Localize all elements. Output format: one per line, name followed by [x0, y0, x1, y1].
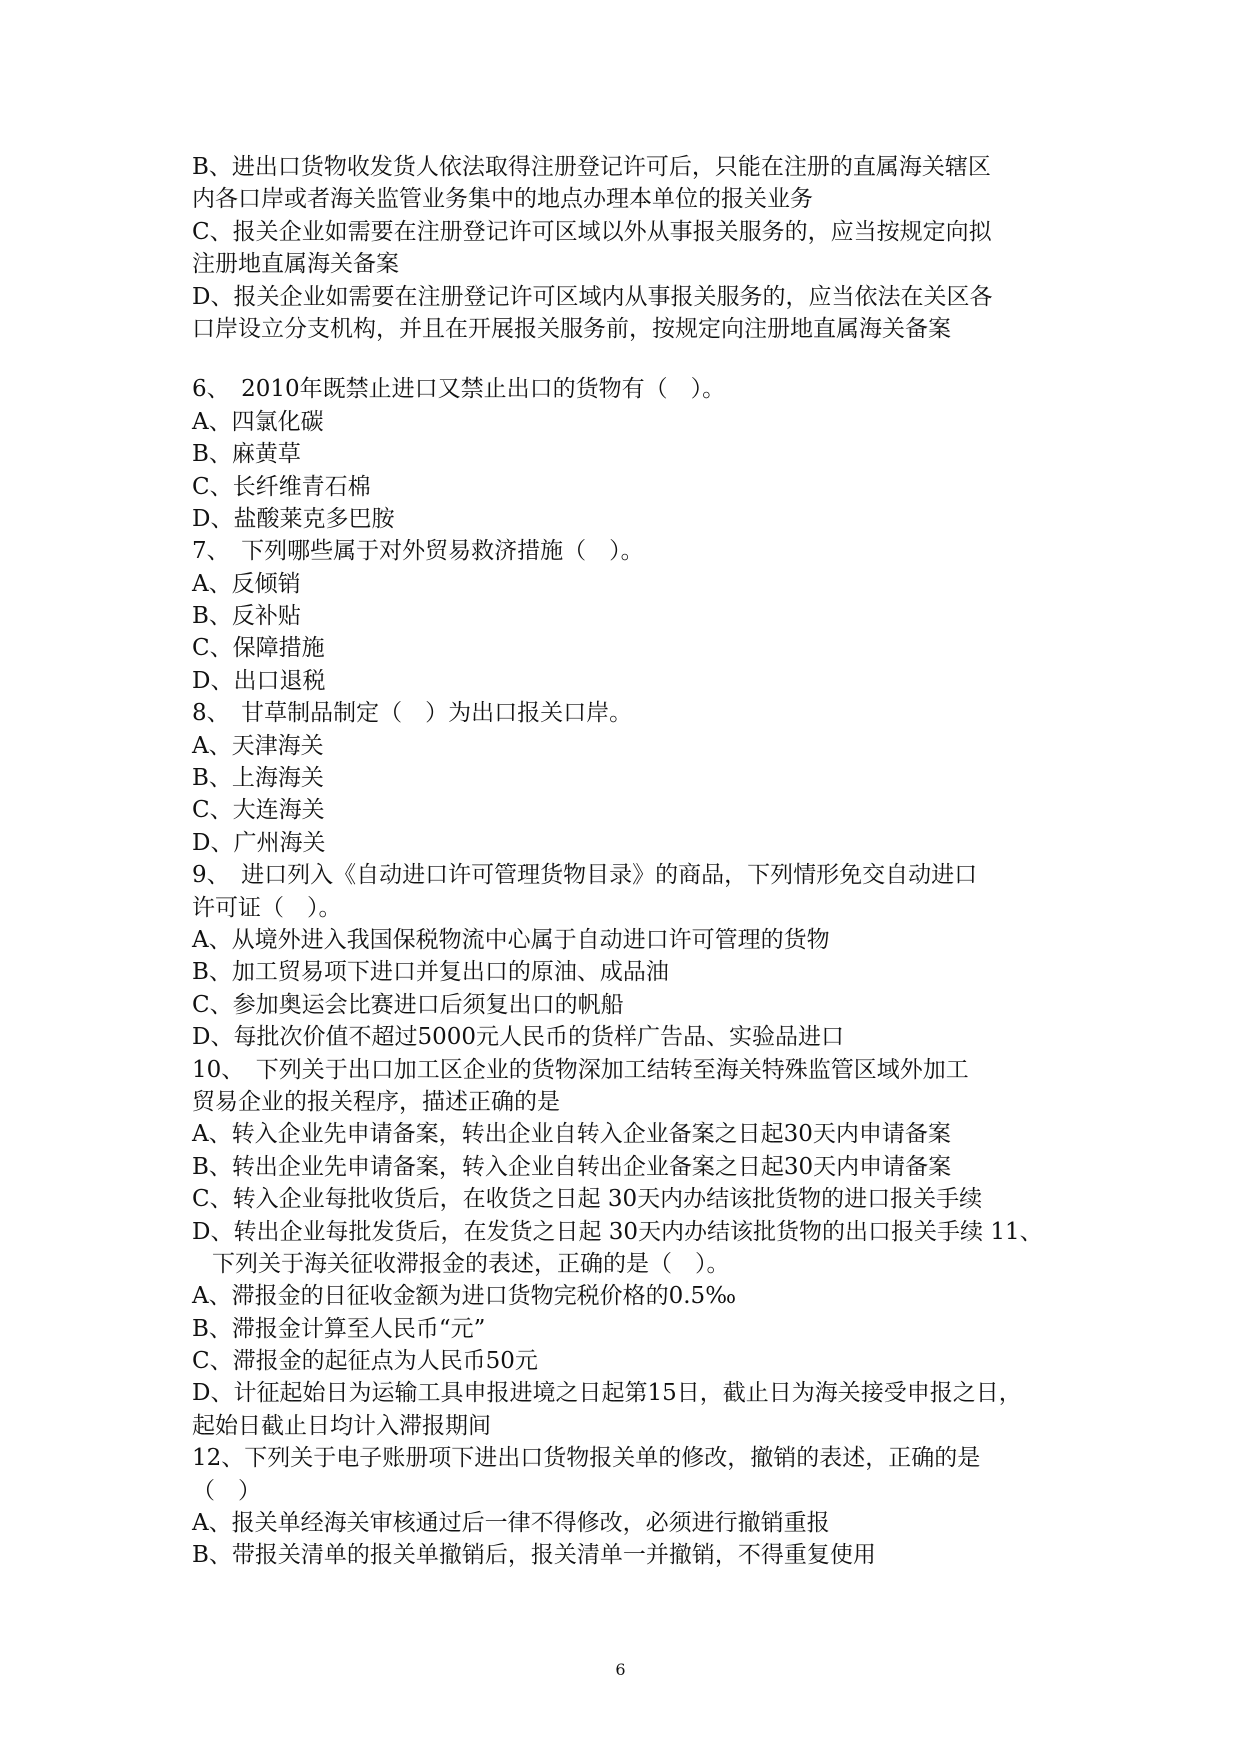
- block-questions: [192, 373, 1072, 1571]
- option-text: D、计征起始日为运输工具申报进境之日起第15日，截止日为海关接受申报之日，: [192, 1380, 1022, 1407]
- option-text: B、加工贸易项下进口并复出口的原油、成品油: [192, 959, 669, 986]
- option-text: C、报关企业如需要在注册登记许可区域以外从事报关服务的，应当按规定向拟: [192, 218, 992, 245]
- option-text: A、反倾销: [192, 570, 301, 597]
- option-text: D、出口退税: [192, 667, 326, 694]
- option-text: A、转入企业先申请备案，转出企业自转入企业备案之日起30天内申请备案: [192, 1121, 951, 1148]
- option-text: D、广州海关: [192, 829, 326, 856]
- option-text: C、转入企业每批收货后，在收货之日起 30天内办结该批货物的进口报关手续: [192, 1186, 983, 1213]
- option-text: B、上海海关: [192, 765, 324, 792]
- question-9: 9、 进口列入《自动进口许可管理货物目录》的商品，下列情形免交自动进口: [192, 862, 978, 889]
- question-11: 下列关于海关征收滞报金的表述，正确的是（ ）。: [212, 1250, 730, 1277]
- option-text: C、参加奥运会比赛进口后须复出口的帆船: [192, 991, 624, 1018]
- option-text: A、滞报金的日征收金额为进口货物完税价格的0.5‰: [192, 1283, 737, 1310]
- option-text: D、每批次价值不超过5000元人民币的货样广告品、实验品进口: [192, 1024, 844, 1051]
- option-text: A、天津海关: [192, 732, 324, 759]
- question-6: 6、 2010年既禁止进口又禁止出口的货物有（ ）。: [192, 376, 726, 403]
- option-text: D、盐酸莱克多巴胺: [192, 505, 395, 532]
- option-text: B、进出口货物收发货人依法取得注册登记许可后，只能在注册的直属海关辖区: [192, 154, 991, 180]
- question-12: 12、下列关于电子账册项下进出口货物报关单的修改，撤销的表述，正确的是: [192, 1445, 981, 1472]
- page-number: 6: [615, 1660, 626, 1679]
- question-8: 8、 甘草制品制定（ ）为出口报关口岸。: [192, 700, 633, 727]
- option-text: 口岸设立分支机构，并且在开展报关服务前，按规定向注册地直属海关备案: [192, 315, 951, 342]
- option-text: 注册地直属海关备案: [192, 251, 399, 278]
- option-text: C、大连海关: [192, 797, 325, 824]
- option-text: B、转出企业先申请备案，转入企业自转出企业备案之日起30天内申请备案: [192, 1153, 952, 1180]
- option-text: 起始日截止日均计入滞报期间: [192, 1412, 491, 1439]
- option-text: D、报关企业如需要在注册登记许可区域内从事报关服务的，应当依法在关区各: [192, 283, 993, 310]
- option-text: C、长纤维青石棉: [192, 473, 371, 500]
- block-previous-question-options: [192, 151, 1072, 345]
- option-text: B、麻黄草: [192, 441, 301, 468]
- question-10-cont: 贸易企业的报关程序，描述正确的是: [192, 1088, 560, 1115]
- option-text: B、滞报金计算至人民币“元”: [192, 1315, 486, 1342]
- option-text: B、反补贴: [192, 603, 301, 630]
- option-text: C、滞报金的起征点为人民币50元: [192, 1348, 538, 1375]
- question-10: 10、 下列关于出口加工区企业的货物深加工结转至海关特殊监管区域外加工: [192, 1056, 969, 1083]
- option-text: B、带报关清单的报关单撤销后，报关清单一并撤销，不得重复使用: [192, 1542, 876, 1569]
- option-text: A、报关单经海关审核通过后一律不得修改，必须进行撤销重报: [192, 1510, 830, 1537]
- option-text: D、转出企业每批发货后，在发货之日起 30天内办结该批货物的出口报关手续 11、: [192, 1218, 1043, 1245]
- question-12-cont: （ ）: [192, 1477, 261, 1504]
- question-9-cont: 许可证（ ）。: [192, 894, 342, 921]
- paragraph-gap: [192, 345, 1072, 373]
- option-text: A、从境外进入我国保税物流中心属于自动进口许可管理的货物: [192, 926, 830, 953]
- document-body: [192, 151, 1072, 1572]
- option-text: C、保障措施: [192, 635, 325, 662]
- option-text: 内各口岸或者海关监管业务集中的地点办理本单位的报关业务: [192, 186, 813, 213]
- question-7: 7、 下列哪些属于对外贸易救济措施（ ）。: [192, 538, 644, 565]
- option-text: A、四氯化碳: [192, 408, 324, 435]
